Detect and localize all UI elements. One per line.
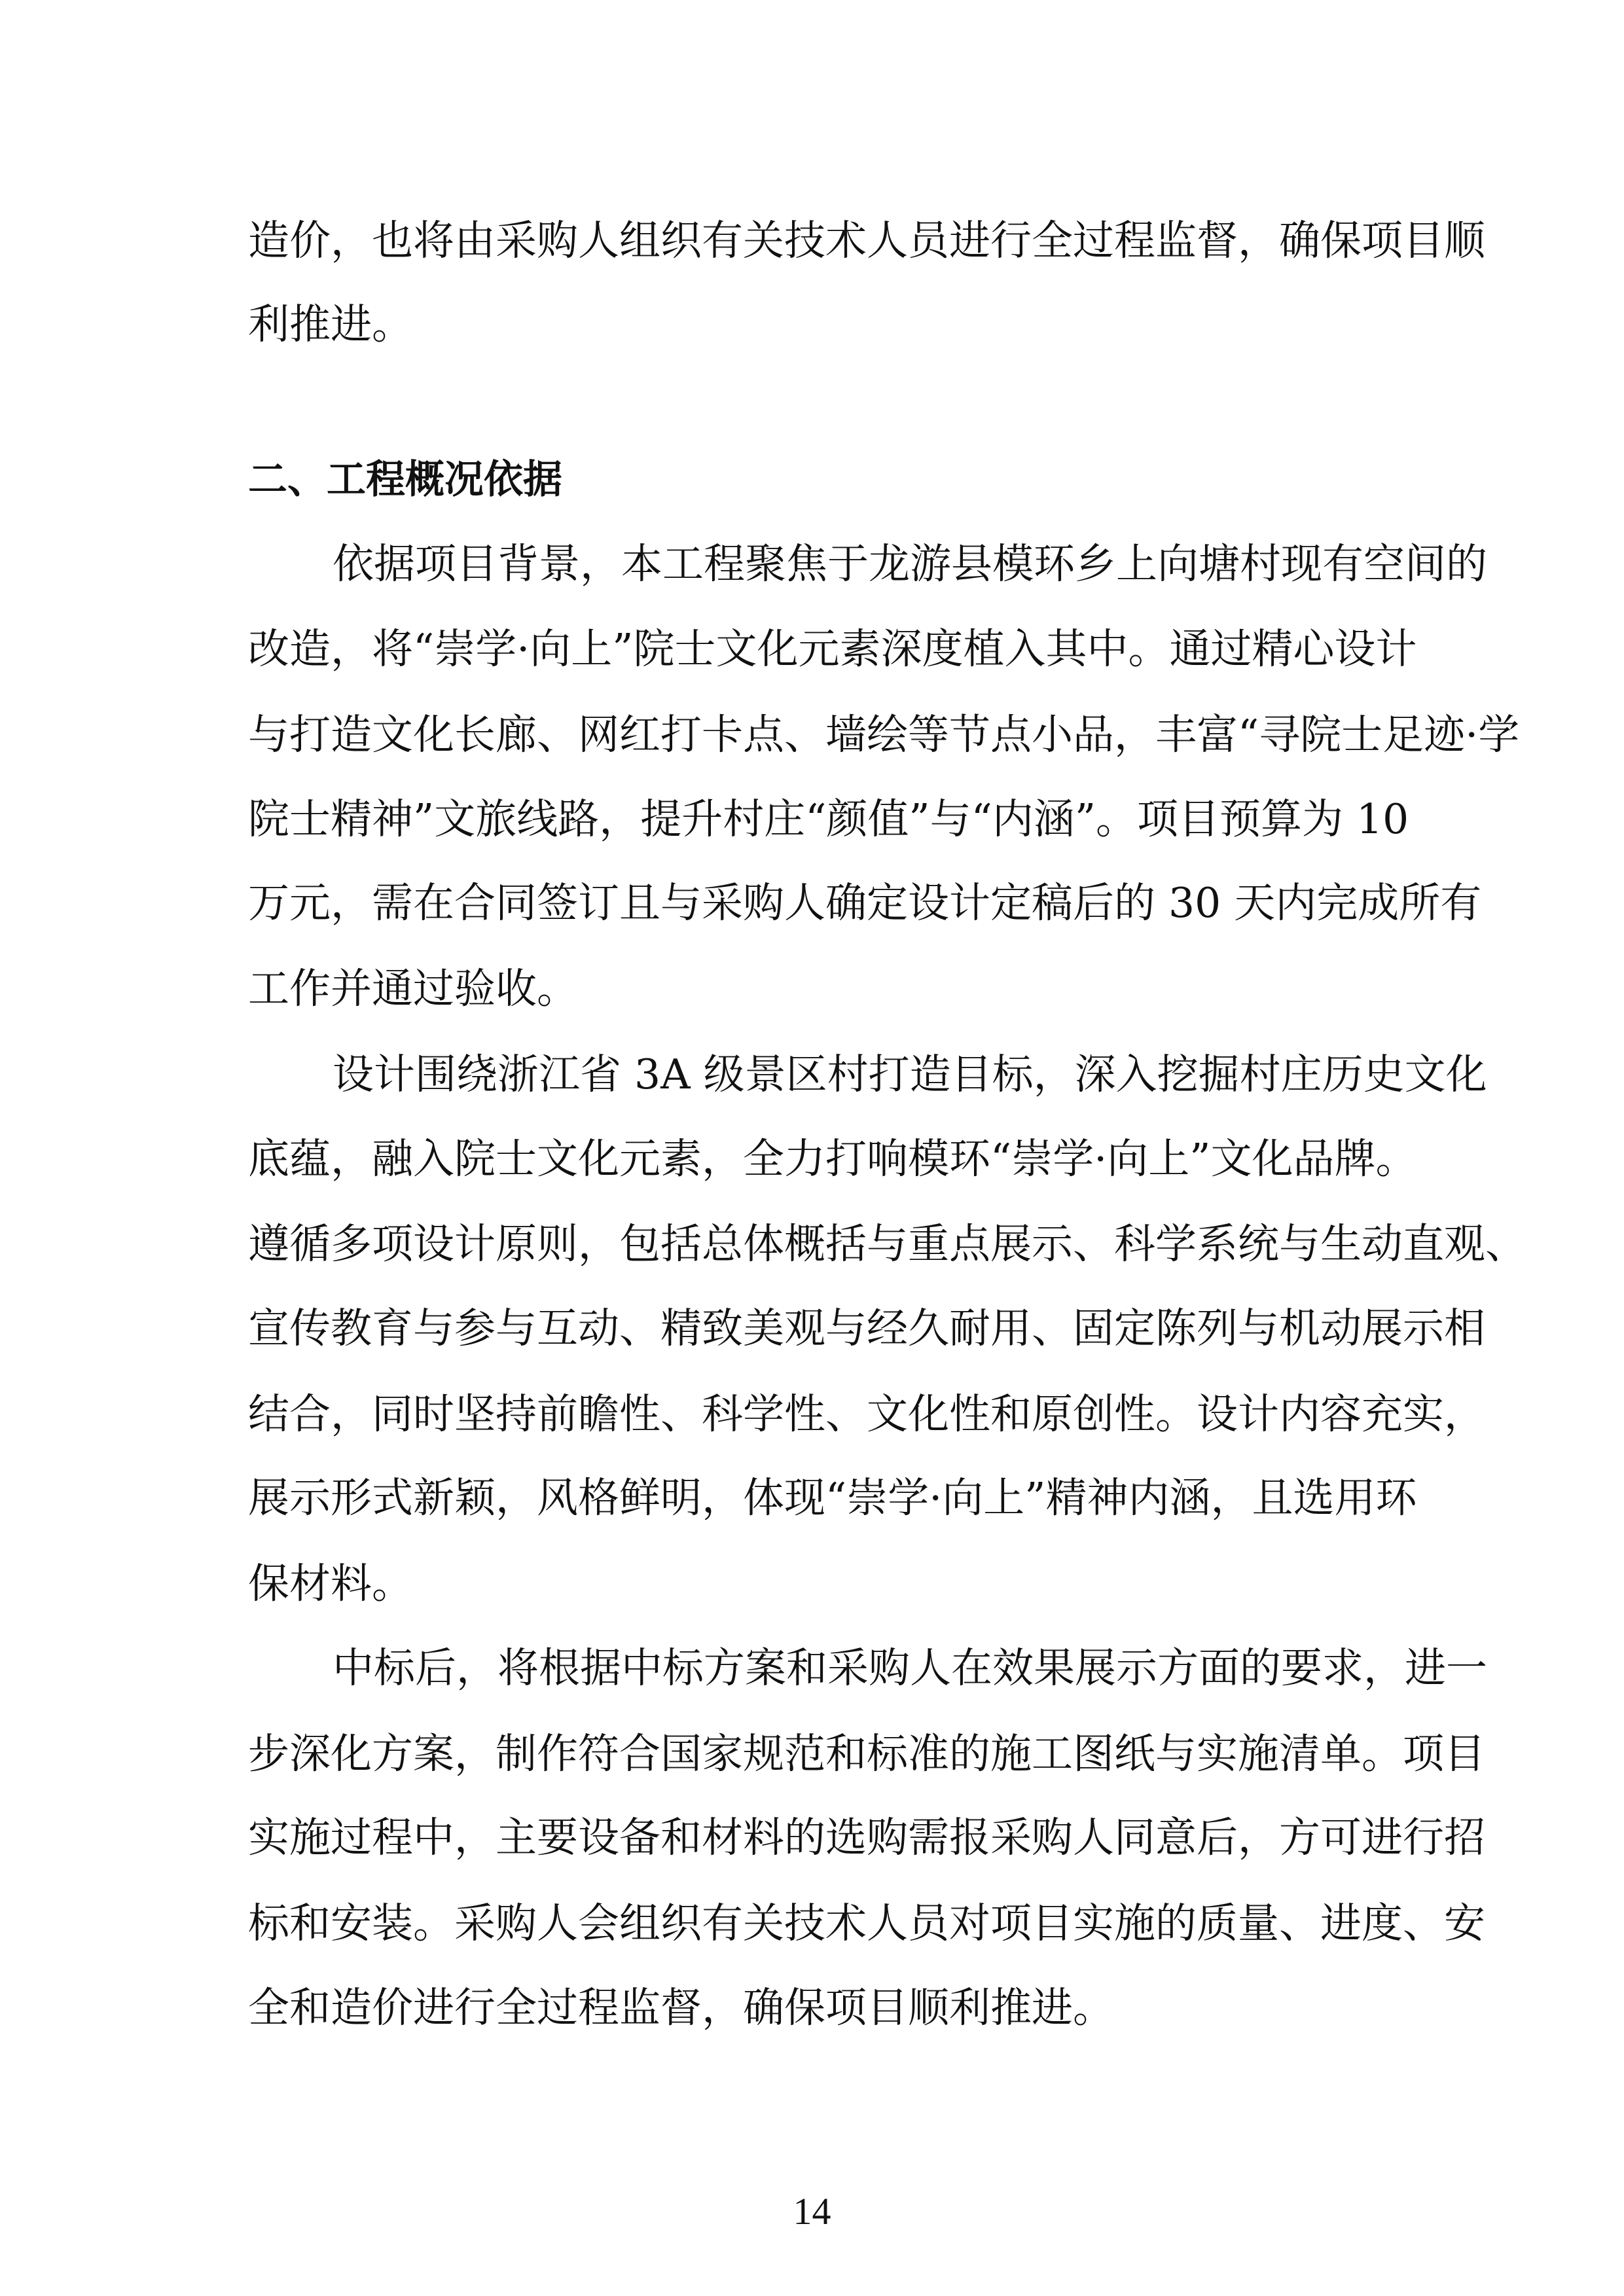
text-line: 万元，需在合同签订且与采购人确定设计定稿后的 30 天内完成所有 [248,879,1482,927]
text-line: 与打造文化长廊、网红打卡点、墙绘等节点小品，丰富“寻院士足迹·学 [248,711,1520,759]
text-line: 实施过程中，主要设备和材料的选购需报采购人同意后，方可进行招 [248,1814,1485,1861]
text-line: 改造，将“崇学·向上”院士文化元素深度植入其中。通过精心设计 [248,625,1417,673]
text-line: 结合，同时坚持前瞻性、科学性、文化性和原创性。设计内容充实， [248,1390,1485,1438]
text-line: 全和造价进行全过程监督，确保项目顺利推进。 [248,1984,1114,2032]
text-line: 宣传教育与参与互动、精致美观与经久耐用、固定陈列与机动展示相 [248,1304,1485,1352]
section-heading: 二、工程概况依据 [248,457,562,503]
text-line: 中标后，将根据中标方案和采购人在效果展示方面的要求，进一 [333,1644,1487,1692]
text-line: 遵循多项设计原则，包括总体概括与重点展示、科学系统与生动直观、 [248,1220,1526,1268]
text-line: 保材料。 [248,1560,413,1607]
text-line: 造价，也将由采购人组织有关技术人员进行全过程监督，确保项目顺 [248,217,1485,264]
text-line: 展示形式新颖，风格鲜明，体现“崇学·向上”精神内涵，且选用环 [248,1474,1417,1522]
text-line: 设计围绕浙江省 3A 级景区村打造目标，深入挖掘村庄历史文化 [333,1050,1487,1098]
text-line: 利推进。 [248,300,413,348]
text-line: 院士精神”文旅线路，提升村庄“颜值”与“内涵”。项目预算为 10 [248,795,1409,843]
text-line: 标和安装。采购人会组织有关技术人员对项目实施的质量、进度、安 [248,1899,1485,1947]
text-line: 底蕴，融入院士文化元素，全力打响模环“崇学·向上”文化品牌。 [248,1135,1417,1183]
text-line: 步深化方案，制作符合国家规范和标准的施工图纸与实施清单。项目 [248,1730,1485,1778]
text-line: 依据项目背景，本工程聚焦于龙游县模环乡上向塘村现有空间的 [333,540,1487,588]
page-number: 14 [793,2190,831,2233]
text-line: 工作并通过验收。 [248,965,578,1013]
